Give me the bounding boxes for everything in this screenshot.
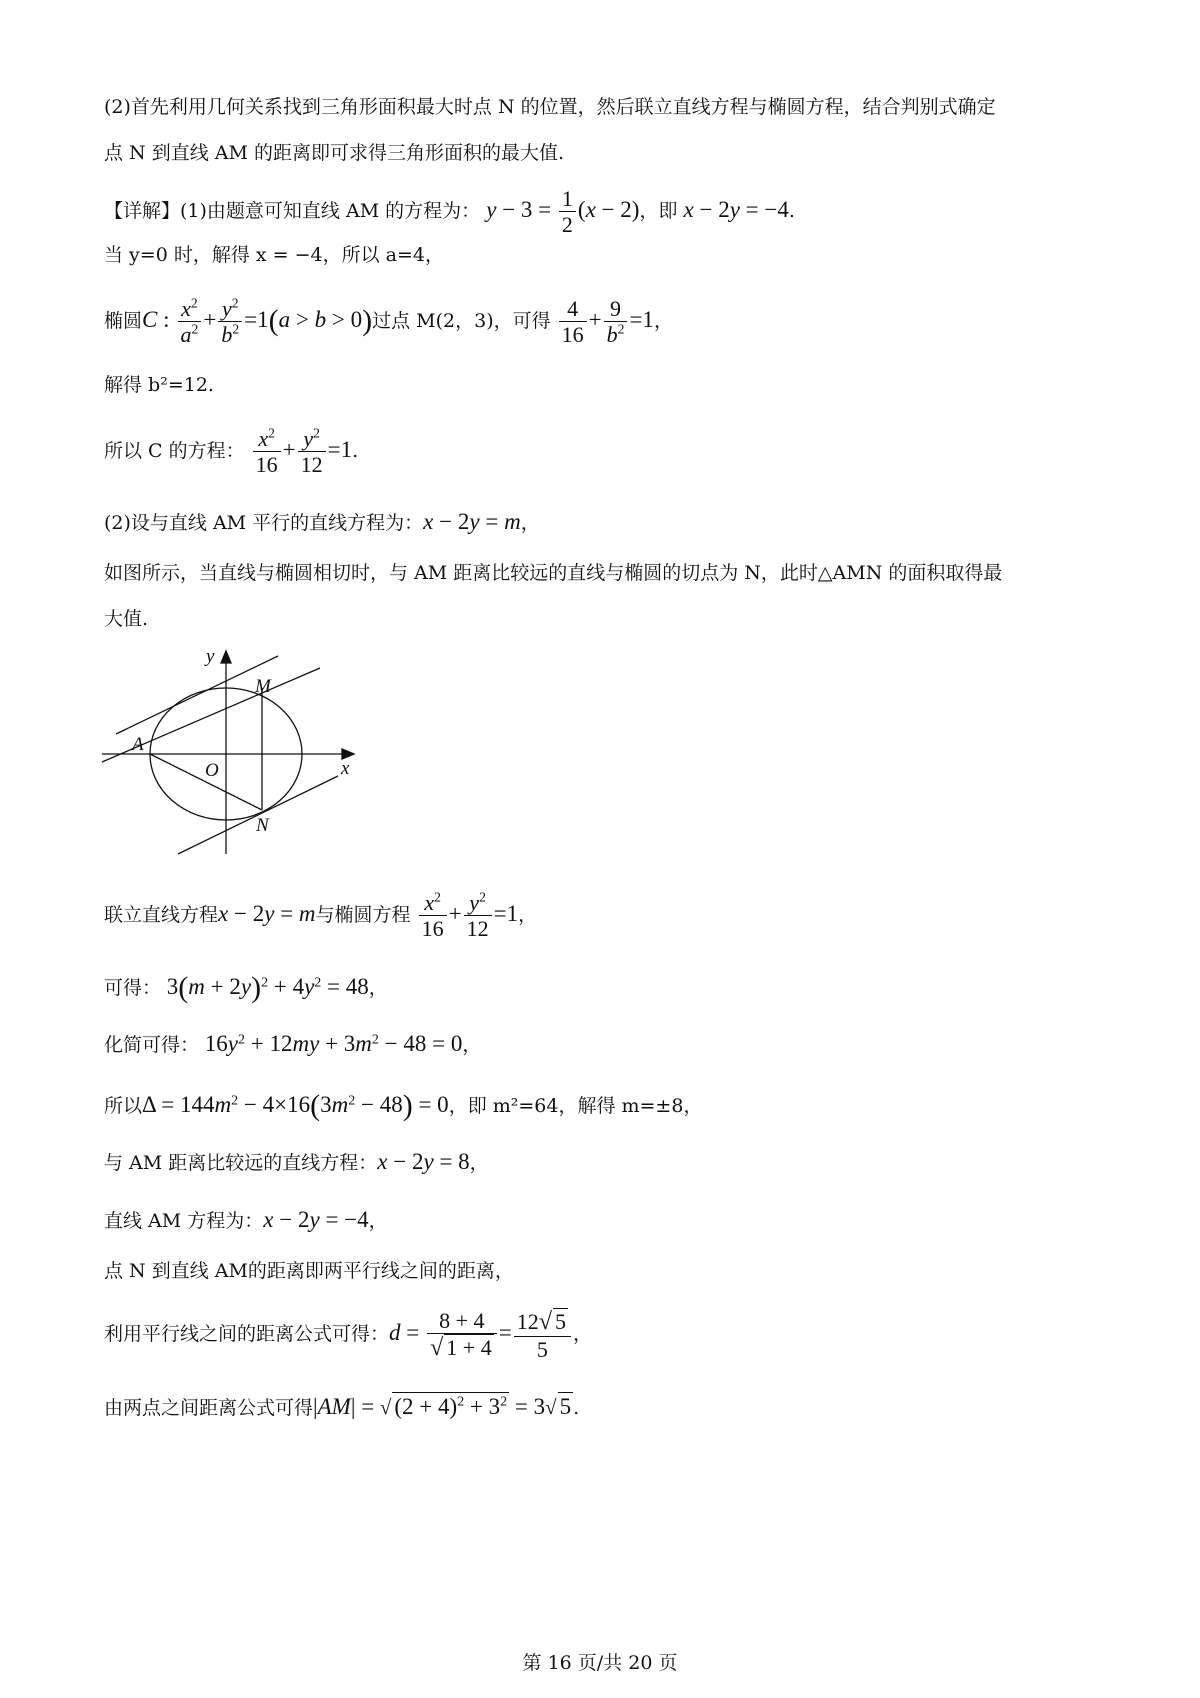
am-length-line: 由两点之间距离公式可得|AM| = √ $(2 + 4)^2 + 3^2 = 3√$ 5 . (104, 1394, 580, 1419)
detail-lead: (1)由题意可知直线 AM 的方程为： (180, 199, 481, 222)
text-line-1: (2)首先利用几何关系找到三角形面积最大时点 N 的位置，然后联立直线方程与椭圆方程，结合判别式确定 (104, 96, 996, 118)
y-axis-arrow (221, 651, 231, 663)
detail-tag: 【详解】 (104, 199, 181, 222)
label-n: N (256, 815, 269, 836)
text-line-2: 点 N 到直线 AM 的距离即可求得三角形面积的最大值. (104, 142, 564, 164)
label-a: A (132, 734, 144, 755)
tangent-desc-2: 大值. (104, 608, 149, 630)
tangent-desc-1: 如图所示，当直线与椭圆相切时，与 AM 距离比较远的直线与椭圆的切点为 N，此时△AMN 的面积取得最 (104, 562, 1003, 584)
far-line: 与 AM 距离比较远的直线方程：x − 2y = 8， (104, 1149, 489, 1174)
ellipse-line: 椭圆C : $\frac{x^2}{a^2}$ + $\frac{y^2}{b^2}$ =1(a > b > 0)过点 M(2，3)，可得 $\frac{4}{16}$ + $\frac{9}{b^2}$ =1， (104, 295, 673, 348)
page-footer: 第 16 页/共 20 页 (522, 1652, 678, 1674)
b2-line: 解得 b²=12. (104, 374, 214, 396)
ellipse-figure (98, 648, 368, 860)
detail-tail: ，即 (639, 199, 678, 222)
parallel-line-def: (2)设与直线 AM 平行的直线方程为：x − 2y = m， (104, 509, 540, 534)
line-y0: 当 y=0 时，解得 x = −4，所以 a=4， (104, 244, 444, 266)
substitute-line: 可得： $3(m + 2y)^2 + 4y^2 = 48$， (104, 971, 388, 1004)
distance-formula-line: 利用平行线之间的距离公式可得：d = $\frac{8 + 4}{√ 1 + 4}$ = $\frac{12√ 5}{5}$ ， (104, 1308, 592, 1362)
c-equation-line: 所以 C 的方程： $\frac{x^2}{16}$ + $\frac{y^2}{12}$ =1. (104, 425, 359, 478)
simplify-line: 化简可得： $16y^2 + 12my + 3m^2 - 48 = 0$， (104, 1031, 482, 1056)
detail-line-1: 【详解】(1)由题意可知直线 AM 的方程为： y − 3 = $\frac{1}{2}$ (x − 2)，即 x − 2y = −4. (104, 186, 795, 238)
label-o: O (205, 760, 219, 781)
label-y: y (206, 648, 215, 667)
distance-note: 点 N 到直线 AM的距离即两平行线之间的距离， (104, 1260, 514, 1282)
combine-line: 联立直线方程x − 2y = m与椭圆方程 $\frac{x^2}{16}$ + $\frac{y^2}{12}$ =1， (104, 889, 538, 942)
label-m: M (255, 676, 271, 697)
am-line: 直线 AM 方程为：x − 2y = −4， (104, 1207, 388, 1232)
tangent-line-upper (116, 656, 278, 734)
label-x: x (341, 758, 350, 779)
discriminant-line: 所以$\Delta = 144m^2 - 4\times 16(3m^2 - 48) = 0$，即 m²=64，解得 m=±8， (104, 1089, 703, 1122)
